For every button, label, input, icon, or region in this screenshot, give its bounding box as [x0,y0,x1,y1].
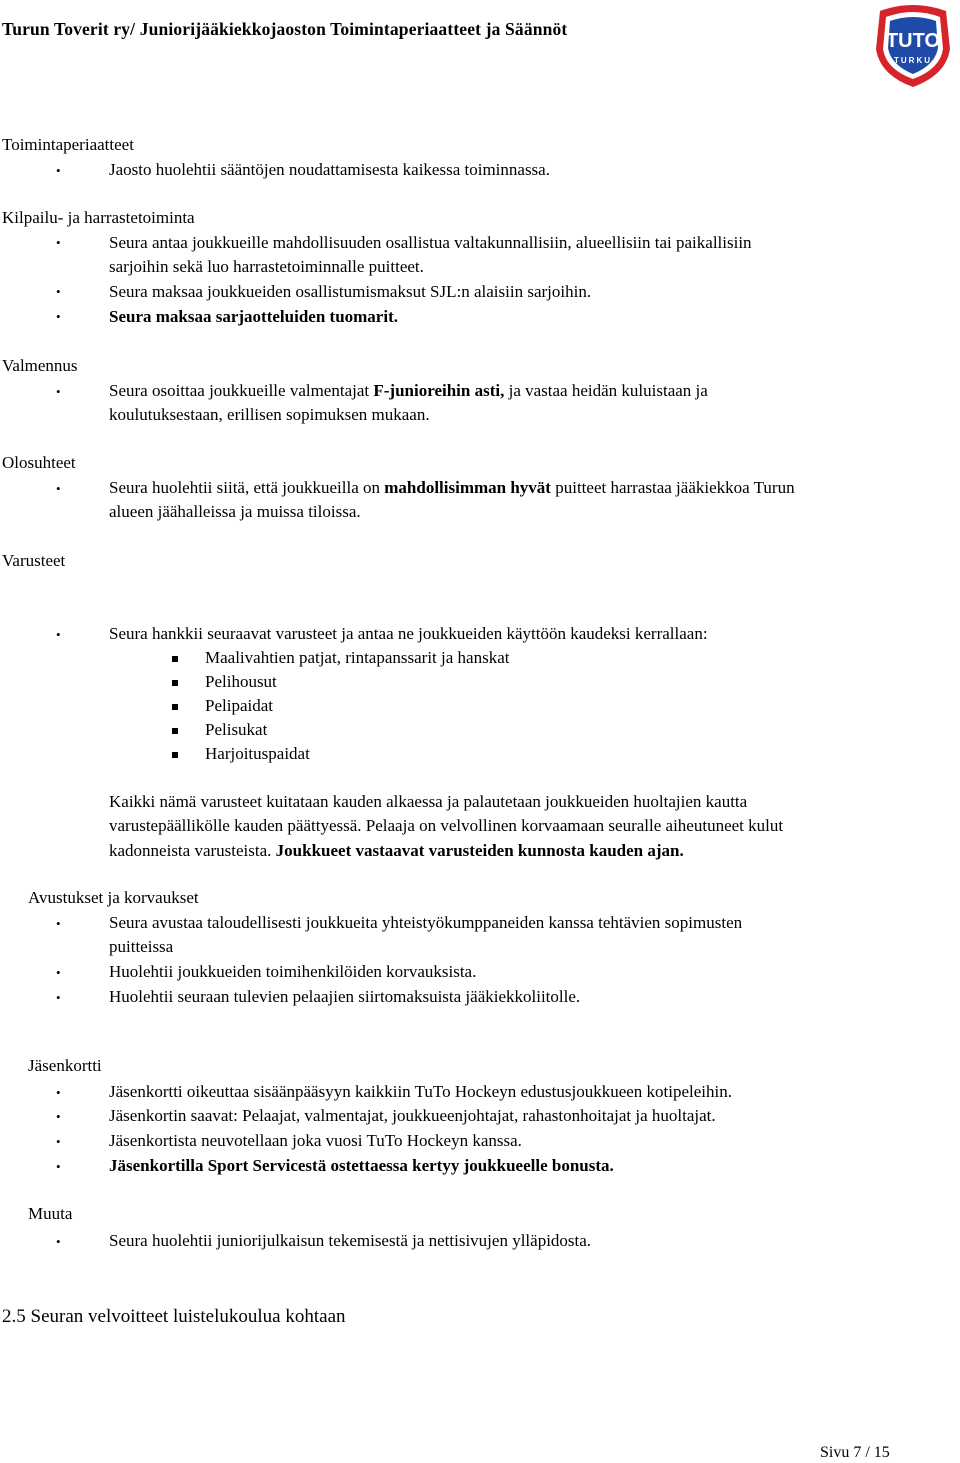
section-heading-2-5: 2.5 Seuran velvoitteet luistelukoulua kohtaan [2,1306,346,1327]
bullet-icon: • [56,965,61,980]
list-item-continuation: sarjoihin sekä luo harrastetoiminnalle puitteet. [109,257,424,276]
emphasis-text: Joukkueet vastaavat varusteiden kunnosta kauden ajan. [275,841,684,860]
bullet-icon: • [56,481,61,496]
paragraph-line: varustepäällikölle kauden päättyessä. Pelaaja on velvollinen korvaamaan seuralle aiheutuneet kulut [109,816,784,835]
paragraph-line [109,841,684,861]
section-heading-avustukset: Avustukset ja korvaukset [28,888,199,907]
list-item: Huolehtii seuraan tulevien pelaajien siirtomaksuista jääkiekkoliitolle. [109,987,581,1006]
logo-text: TUTO [885,30,941,52]
section-heading-muuta: Muuta [28,1204,73,1223]
text-run: Seura osoittaa joukkueille valmentajat [109,381,374,400]
list-item: Jäsenkortin saavat: Pelaajat, valmentajat, joukkueenjohtajat, rahastonhoitajat ja huoltajat. [109,1106,716,1125]
paragraph-line: Kaikki nämä varusteet kuitataan kauden alkaessa ja palautetaan joukkueiden huoltajien kautta [109,792,748,811]
bullet-icon: • [56,1109,61,1124]
list-item: Seura antaa joukkueille mahdollisuuden osallistua valtakunnallisiin, alueellisiin tai paikallisiin [109,233,752,252]
bullet-icon: • [56,1159,61,1174]
text-run: Seura huolehtii siitä, että joukkueilla on [109,478,385,497]
document-header-title: Turun Toverit ry/ Juniorijääkiekkojaoston Toimintaperiaatteet ja Säännöt [2,19,568,39]
list-item: Seura maksaa joukkueiden osallistumismaksut SJL:n alaisiin sarjoihin. [109,282,592,301]
section-heading-varusteet: Varusteet [2,551,66,570]
list-item-continuation: koulutuksestaan, erillisen sopimuksen mukaan. [109,405,430,424]
emphasis-text: F-junioreihin asti, [373,381,505,400]
page-number: Sivu 7 / 15 [820,1444,890,1461]
sub-list-item: Maalivahtien patjat, rintapanssarit ja hanskat [205,648,510,667]
bullet-icon: • [56,284,61,299]
sub-list-item: Harjoituspaidat [205,744,310,763]
section-heading-jasenkortti: Jäsenkortti [28,1056,102,1075]
text-run: ja vastaa heidän kuluistaan ja [504,381,708,400]
text-run: puitteet harrastaa jääkiekkoa Turun [550,478,795,497]
bullet-icon: • [56,1134,61,1149]
text-run: kadonneista varusteista. [109,841,276,860]
list-item [109,478,795,498]
square-bullet-icon [172,704,178,710]
list-item: Jaosto huolehtii sääntöjen noudattamisesta kaikessa toiminnassa. [109,160,550,179]
square-bullet-icon [172,656,178,662]
bullet-icon: • [56,309,61,324]
bullet-icon: • [56,1085,61,1100]
square-bullet-icon [172,752,178,758]
list-item: Seura hankkii seuraavat varusteet ja antaa ne joukkueiden käyttöön kaudeksi kerrallaan: [109,624,708,643]
list-item: Jäsenkortti oikeuttaa sisäänpääsyyn kaikkiin TuTo Hockeyn edustusjoukkueen kotipeleihin. [109,1082,732,1101]
sub-list-item: Pelihousut [205,672,277,691]
list-item: Seura huolehtii juniorijulkaisun tekemisestä ja nettisivujen ylläpidosta. [109,1231,592,1250]
section-heading-olosuhteet: Olosuhteet [2,453,76,472]
bullet-icon: • [56,990,61,1005]
section-heading-toimintaperiaatteet: Toimintaperiaatteet [2,135,134,154]
sub-list-item: Pelipaidat [205,696,273,715]
bullet-icon: • [56,163,61,178]
emphasis-text: mahdollisimman hyvät [384,478,551,497]
tuto-logo [872,3,954,89]
list-item: Seura avustaa taloudellisesti joukkueita yhteistyökumppaneiden kanssa tehtävien sopimusten [109,913,743,932]
bullet-icon: • [56,384,61,399]
section-heading-valmennus: Valmennus [2,356,78,375]
section-heading-kilpailu: Kilpailu- ja harrastetoiminta [2,208,195,227]
list-item: Huolehtii joukkueiden toimihenkilöiden korvauksista. [109,962,477,981]
bullet-icon: • [56,916,61,931]
square-bullet-icon [172,728,178,734]
list-item [109,381,708,401]
bullet-icon: • [56,627,61,642]
list-item-continuation: puitteissa [109,937,174,956]
logo-subtext: TURKU [894,56,932,65]
list-item-continuation: alueen jäähalleissa ja muissa tiloissa. [109,502,361,521]
bullet-icon: • [56,1234,61,1249]
bullet-icon: • [56,235,61,250]
list-item: Jäsenkortista neuvotellaan joka vuosi TuTo Hockeyn kanssa. [109,1131,522,1150]
list-item: Jäsenkortilla Sport Servicestä ostettaessa kertyy joukkueelle bonusta. [109,1156,614,1175]
sub-list-item: Pelisukat [205,720,268,739]
square-bullet-icon [172,680,178,686]
list-item: Seura maksaa sarjaotteluiden tuomarit. [109,307,398,326]
